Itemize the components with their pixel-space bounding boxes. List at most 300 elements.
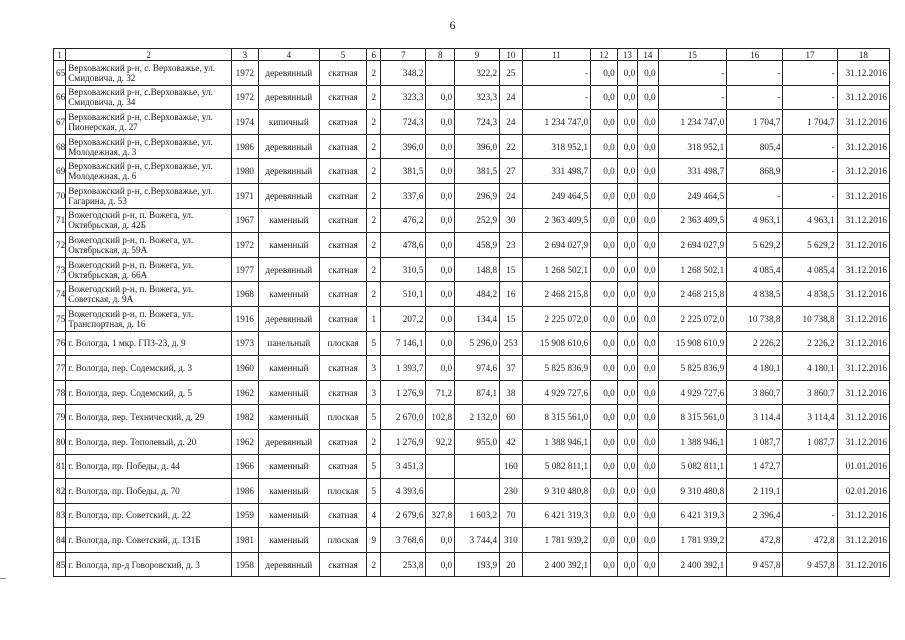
table-row <box>54 331 890 356</box>
col12-cell: 0,0 <box>591 282 618 307</box>
page-number: 6 <box>449 18 456 32</box>
row-number: 79 <box>54 405 66 430</box>
address-cell: г. Вологда, пр-д Говоровский, д. 3 <box>66 552 232 577</box>
table-row <box>54 380 890 405</box>
column-number: 6 <box>367 49 381 61</box>
col15-cell: 2 363 409,5 <box>658 208 727 233</box>
roof-type-cell: скатная <box>320 552 367 577</box>
col12-cell: 0,0 <box>591 528 618 553</box>
roof-type-cell: скатная <box>320 380 367 405</box>
col8-cell: 0,0 <box>426 233 455 258</box>
column-number: 4 <box>258 49 319 61</box>
total-cost-cell: 5 082 811,1 <box>522 454 591 479</box>
table-row <box>54 61 890 86</box>
col17-cell: 3 860,7 <box>783 380 837 405</box>
floors-cell: 2 <box>367 61 381 86</box>
date-cell: 31.12.2016 <box>837 282 889 307</box>
address-cell: Верховажский р-н, с.Верховажье, ул. Молодежная, д. 6 <box>66 159 232 184</box>
living-area-cell: 148,8 <box>455 257 500 282</box>
year-cell: 1971 <box>232 183 259 208</box>
roof-type-cell: скатная <box>320 183 367 208</box>
col12-cell: 0,0 <box>591 183 618 208</box>
row-number: 70 <box>54 183 66 208</box>
wall-material-cell: каменный <box>258 282 319 307</box>
col12-cell: 0,0 <box>591 429 618 454</box>
total-area-cell: 724,3 <box>381 110 426 135</box>
total-area-cell: 348,2 <box>381 61 426 86</box>
address-cell: Верховажский р-н, с.Верховажье, ул. Смидовича, д. 34 <box>66 85 232 110</box>
total-cost-cell: 9 310 480,8 <box>522 479 591 504</box>
date-cell: 31.12.2016 <box>837 331 889 356</box>
col16-cell: 868,9 <box>727 159 783 184</box>
table-row <box>54 257 890 282</box>
wall-material-cell: каменный <box>258 454 319 479</box>
wall-material-cell: деревянный <box>258 159 319 184</box>
col17-cell: 4 180,1 <box>783 356 837 381</box>
row-number: 66 <box>54 85 66 110</box>
residents-cell: 25 <box>500 61 523 86</box>
row-number: 82 <box>54 479 66 504</box>
col15-cell: 318 952,1 <box>658 134 727 159</box>
col14-cell: 0,0 <box>638 61 658 86</box>
date-cell: 31.12.2016 <box>837 405 889 430</box>
col17-cell: 9 457,8 <box>783 552 837 577</box>
residents-cell: 15 <box>500 257 523 282</box>
table-row <box>54 454 890 479</box>
roof-type-cell: плоская <box>320 528 367 553</box>
col17-cell: - <box>783 503 837 528</box>
col15-cell: - <box>658 85 727 110</box>
column-number: 16 <box>727 49 783 61</box>
floors-cell: 2 <box>367 429 381 454</box>
col17-cell: 4 963,1 <box>783 208 837 233</box>
address-cell: Верховажский р-н, с.Верховажье, ул. Молодежная, д. 3 <box>66 134 232 159</box>
col17-cell <box>783 479 837 504</box>
col16-cell: 3 860,7 <box>727 380 783 405</box>
year-cell: 1962 <box>232 380 259 405</box>
total-cost-cell: 2 694 027,9 <box>522 233 591 258</box>
living-area-cell: 5 296,0 <box>455 331 500 356</box>
col16-cell: 4 180,1 <box>727 356 783 381</box>
total-area-cell: 253,8 <box>381 552 426 577</box>
wall-material-cell: деревянный <box>258 429 319 454</box>
column-number: 12 <box>591 49 618 61</box>
total-cost-cell: 1 234 747,0 <box>522 110 591 135</box>
col16-cell: 472,8 <box>727 528 783 553</box>
total-area-cell: 1 276,9 <box>381 429 426 454</box>
address-cell: г. Вологда, пр. Победы, д. 44 <box>66 454 232 479</box>
year-cell: 1974 <box>232 110 259 135</box>
address-cell: Верховажский р-н, с.Верховажье, ул. Гагарина, д. 53 <box>66 183 232 208</box>
residents-cell: 23 <box>500 233 523 258</box>
residents-cell: 27 <box>500 159 523 184</box>
col13-cell: 0,0 <box>617 85 637 110</box>
wall-material-cell: каменный <box>258 208 319 233</box>
col8-cell <box>426 479 455 504</box>
col15-cell: 15 908 610,9 <box>658 331 727 356</box>
col17-cell: 1 704,7 <box>783 110 837 135</box>
column-number: 7 <box>381 49 426 61</box>
col13-cell: 0,0 <box>617 61 637 86</box>
col12-cell: 0,0 <box>591 159 618 184</box>
col14-cell: 0,0 <box>638 159 658 184</box>
col16-cell: 10 738,8 <box>727 306 783 331</box>
col13-cell: 0,0 <box>617 552 637 577</box>
col14-cell: 0,0 <box>638 380 658 405</box>
table-row <box>54 208 890 233</box>
wall-material-cell: каменный <box>258 503 319 528</box>
date-cell: 01.01.2016 <box>837 454 889 479</box>
col17-cell: - <box>783 183 837 208</box>
address-cell: Верховажский р-н, с. Верховажье, ул. Смидовича, д. 32 <box>66 61 232 86</box>
col12-cell: 0,0 <box>591 61 618 86</box>
year-cell: 1986 <box>232 134 259 159</box>
col13-cell: 0,0 <box>617 528 637 553</box>
year-cell: 1977 <box>232 257 259 282</box>
col12-cell: 0,0 <box>591 331 618 356</box>
col16-cell: 1 472,7 <box>727 454 783 479</box>
column-number: 18 <box>837 49 889 61</box>
column-number: 17 <box>783 49 837 61</box>
total-area-cell: 337,6 <box>381 183 426 208</box>
total-cost-cell: 1 781 939,2 <box>522 528 591 553</box>
floors-cell: 9 <box>367 528 381 553</box>
living-area-cell: 134,4 <box>455 306 500 331</box>
date-cell: 31.12.2016 <box>837 528 889 553</box>
address-cell: г. Вологда, пер. Технический, д. 29 <box>66 405 232 430</box>
floors-cell: 2 <box>367 552 381 577</box>
residents-cell: 24 <box>500 110 523 135</box>
residents-cell: 24 <box>500 85 523 110</box>
wall-material-cell: деревянный <box>258 85 319 110</box>
living-area-cell: 381,5 <box>455 159 500 184</box>
col14-cell: 0,0 <box>638 257 658 282</box>
col14-cell: 0,0 <box>638 429 658 454</box>
col15-cell: 5 082 811,1 <box>658 454 727 479</box>
floors-cell: 2 <box>367 85 381 110</box>
total-area-cell: 3 768,6 <box>381 528 426 553</box>
address-cell: г. Вологда, 1 мкр. ГПЗ-23, д. 9 <box>66 331 232 356</box>
row-number: 75 <box>54 306 66 331</box>
year-cell: 1962 <box>232 429 259 454</box>
col8-cell: 0,0 <box>426 552 455 577</box>
table-row <box>54 479 890 504</box>
date-cell: 31.12.2016 <box>837 380 889 405</box>
col13-cell: 0,0 <box>617 405 637 430</box>
col12-cell: 0,0 <box>591 479 618 504</box>
row-number: 69 <box>54 159 66 184</box>
col8-cell <box>426 61 455 86</box>
total-area-cell: 510,1 <box>381 282 426 307</box>
living-area-cell: 193,9 <box>455 552 500 577</box>
residents-cell: 38 <box>500 380 523 405</box>
roof-type-cell: скатная <box>320 134 367 159</box>
total-cost-cell: 1 268 502,1 <box>522 257 591 282</box>
table-row <box>54 528 890 553</box>
floors-cell: 2 <box>367 233 381 258</box>
living-area-cell <box>455 454 500 479</box>
floors-cell: 2 <box>367 134 381 159</box>
col16-cell: 4 085,4 <box>727 257 783 282</box>
col13-cell: 0,0 <box>617 282 637 307</box>
year-cell: 1972 <box>232 85 259 110</box>
date-cell: 31.12.2016 <box>837 356 889 381</box>
col16-cell: 2 119,1 <box>727 479 783 504</box>
total-area-cell: 396,0 <box>381 134 426 159</box>
col15-cell: 8 315 561,0 <box>658 405 727 430</box>
column-number-row <box>54 49 890 61</box>
col17-cell: 3 114,4 <box>783 405 837 430</box>
col16-cell: - <box>727 61 783 86</box>
col14-cell: 0,0 <box>638 405 658 430</box>
total-cost-cell: 1 388 946,1 <box>522 429 591 454</box>
column-number: 9 <box>455 49 500 61</box>
col13-cell: 0,0 <box>617 306 637 331</box>
living-area-cell: 484,2 <box>455 282 500 307</box>
roof-type-cell: плоская <box>320 479 367 504</box>
col8-cell: 0,0 <box>426 159 455 184</box>
col15-cell: 1 388 946,1 <box>658 429 727 454</box>
table-row <box>54 356 890 381</box>
date-cell: 31.12.2016 <box>837 233 889 258</box>
col16-cell: - <box>727 85 783 110</box>
wall-material-cell: каменный <box>258 479 319 504</box>
col16-cell: 2 396,4 <box>727 503 783 528</box>
row-number: 84 <box>54 528 66 553</box>
table-row <box>54 429 890 454</box>
date-cell: 31.12.2016 <box>837 134 889 159</box>
column-number: 8 <box>426 49 455 61</box>
col12-cell: 0,0 <box>591 356 618 381</box>
roof-type-cell: скатная <box>320 61 367 86</box>
col15-cell: 1 234 747,0 <box>658 110 727 135</box>
total-area-cell: 2 670,0 <box>381 405 426 430</box>
date-cell: 31.12.2016 <box>837 183 889 208</box>
residents-cell: 30 <box>500 208 523 233</box>
table-row <box>54 552 890 577</box>
residents-cell: 60 <box>500 405 523 430</box>
column-number: 15 <box>658 49 727 61</box>
col17-cell: 2 226,2 <box>783 331 837 356</box>
total-area-cell: 478,6 <box>381 233 426 258</box>
row-number: 72 <box>54 233 66 258</box>
table-row <box>54 183 890 208</box>
col13-cell: 0,0 <box>617 110 637 135</box>
col8-cell <box>426 454 455 479</box>
table-row <box>54 159 890 184</box>
row-number: 76 <box>54 331 66 356</box>
page-edge-mark <box>0 578 6 579</box>
floors-cell: 4 <box>367 503 381 528</box>
total-area-cell: 310,5 <box>381 257 426 282</box>
col17-cell: 10 738,8 <box>783 306 837 331</box>
floors-cell: 3 <box>367 380 381 405</box>
table-row <box>54 110 890 135</box>
wall-material-cell: каменный <box>258 380 319 405</box>
col16-cell: 3 114,4 <box>727 405 783 430</box>
living-area-cell: 2 132,0 <box>455 405 500 430</box>
floors-cell: 2 <box>367 183 381 208</box>
date-cell: 31.12.2016 <box>837 306 889 331</box>
wall-material-cell: каменный <box>258 528 319 553</box>
col15-cell: 9 310 480,8 <box>658 479 727 504</box>
date-cell: 31.12.2016 <box>837 61 889 86</box>
col16-cell: 4 963,1 <box>727 208 783 233</box>
col15-cell: 1 781 939,2 <box>658 528 727 553</box>
total-cost-cell: 6 421 319,3 <box>522 503 591 528</box>
col15-cell: 4 929 727,6 <box>658 380 727 405</box>
col8-cell: 71,2 <box>426 380 455 405</box>
col17-cell: 4 838,5 <box>783 282 837 307</box>
roof-type-cell: скатная <box>320 110 367 135</box>
roof-type-cell: скатная <box>320 306 367 331</box>
floors-cell: 2 <box>367 159 381 184</box>
year-cell: 1972 <box>232 61 259 86</box>
col17-cell <box>783 454 837 479</box>
col13-cell: 0,0 <box>617 208 637 233</box>
address-cell: г. Вологда, пер. Содемский, д. 5 <box>66 380 232 405</box>
col14-cell: 0,0 <box>638 183 658 208</box>
residents-cell: 20 <box>500 552 523 577</box>
row-number: 78 <box>54 380 66 405</box>
living-area-cell: 296,9 <box>455 183 500 208</box>
living-area-cell: 974,6 <box>455 356 500 381</box>
col15-cell: 331 498,7 <box>658 159 727 184</box>
col13-cell: 0,0 <box>617 134 637 159</box>
col14-cell: 0,0 <box>638 110 658 135</box>
col12-cell: 0,0 <box>591 208 618 233</box>
living-area-cell: 323,3 <box>455 85 500 110</box>
col15-cell: 6 421 319,3 <box>658 503 727 528</box>
col13-cell: 0,0 <box>617 257 637 282</box>
total-area-cell: 381,5 <box>381 159 426 184</box>
row-number: 80 <box>54 429 66 454</box>
address-cell: г. Вологда, пер. Тополевый, д. 20 <box>66 429 232 454</box>
residents-cell: 24 <box>500 183 523 208</box>
floors-cell: 1 <box>367 306 381 331</box>
col14-cell: 0,0 <box>638 85 658 110</box>
total-area-cell: 4 393,6 <box>381 479 426 504</box>
col8-cell: 0,0 <box>426 183 455 208</box>
col13-cell: 0,0 <box>617 429 637 454</box>
column-number: 3 <box>232 49 259 61</box>
residents-cell: 15 <box>500 306 523 331</box>
col14-cell: 0,0 <box>638 331 658 356</box>
date-cell: 31.12.2016 <box>837 429 889 454</box>
date-cell: 31.12.2016 <box>837 159 889 184</box>
living-area-cell: 1 603,2 <box>455 503 500 528</box>
address-cell: г. Вологда, пр. Советский, д. 131Б <box>66 528 232 553</box>
table-row <box>54 85 890 110</box>
col14-cell: 0,0 <box>638 479 658 504</box>
registry-table <box>53 48 890 577</box>
residents-cell: 16 <box>500 282 523 307</box>
col17-cell: 5 629,2 <box>783 233 837 258</box>
total-area-cell: 3 451,3 <box>381 454 426 479</box>
col12-cell: 0,0 <box>591 454 618 479</box>
col17-cell: - <box>783 61 837 86</box>
col12-cell: 0,0 <box>591 110 618 135</box>
floors-cell: 2 <box>367 282 381 307</box>
year-cell: 1972 <box>232 233 259 258</box>
year-cell: 1973 <box>232 331 259 356</box>
total-area-cell: 207,2 <box>381 306 426 331</box>
living-area-cell: 955,0 <box>455 429 500 454</box>
col8-cell: 0,0 <box>426 282 455 307</box>
address-cell: г. Вологда, пр. Победы, д. 70 <box>66 479 232 504</box>
col8-cell: 0,0 <box>426 208 455 233</box>
address-cell: Вожегодский р-н, п. Вожега, ул. Октябрьская, д. 42Б <box>66 208 232 233</box>
col13-cell: 0,0 <box>617 233 637 258</box>
col17-cell: - <box>783 85 837 110</box>
col8-cell: 0,0 <box>426 257 455 282</box>
living-area-cell: 874,1 <box>455 380 500 405</box>
roof-type-cell: плоская <box>320 331 367 356</box>
year-cell: 1980 <box>232 159 259 184</box>
wall-material-cell: деревянный <box>258 61 319 86</box>
total-cost-cell: 2 400 392,1 <box>522 552 591 577</box>
col17-cell: 472,8 <box>783 528 837 553</box>
wall-material-cell: каменный <box>258 356 319 381</box>
col15-cell: 2 468 215,8 <box>658 282 727 307</box>
col13-cell: 0,0 <box>617 479 637 504</box>
col14-cell: 0,0 <box>638 454 658 479</box>
col16-cell: 4 838,5 <box>727 282 783 307</box>
address-cell: Вожегодский р-н, п. Вожега, ул. Октябрьская, д. 59А <box>66 233 232 258</box>
col8-cell: 0,0 <box>426 356 455 381</box>
total-cost-cell: 15 908 610,6 <box>522 331 591 356</box>
row-number: 81 <box>54 454 66 479</box>
address-cell: Верховажский р-н, с.Верховажье, ул. Пионерская, д. 27 <box>66 110 232 135</box>
living-area-cell: 3 744,4 <box>455 528 500 553</box>
col14-cell: 0,0 <box>638 503 658 528</box>
floors-cell: 5 <box>367 405 381 430</box>
roof-type-cell: скатная <box>320 159 367 184</box>
total-area-cell: 476,2 <box>381 208 426 233</box>
col12-cell: 0,0 <box>591 405 618 430</box>
col15-cell: 249 464,5 <box>658 183 727 208</box>
total-cost-cell: - <box>522 61 591 86</box>
col12-cell: 0,0 <box>591 134 618 159</box>
table-row <box>54 306 890 331</box>
total-area-cell: 323,3 <box>381 85 426 110</box>
year-cell: 1959 <box>232 503 259 528</box>
total-cost-cell: 318 952,1 <box>522 134 591 159</box>
year-cell: 1966 <box>232 454 259 479</box>
col13-cell: 0,0 <box>617 356 637 381</box>
column-number: 13 <box>617 49 637 61</box>
wall-material-cell: деревянный <box>258 183 319 208</box>
year-cell: 1967 <box>232 208 259 233</box>
wall-material-cell: деревянный <box>258 257 319 282</box>
total-cost-cell: 5 825 836,9 <box>522 356 591 381</box>
col14-cell: 0,0 <box>638 528 658 553</box>
living-area-cell: 458,9 <box>455 233 500 258</box>
col14-cell: 0,0 <box>638 208 658 233</box>
col14-cell: 0,0 <box>638 233 658 258</box>
total-area-cell: 2 679,6 <box>381 503 426 528</box>
date-cell: 31.12.2016 <box>837 208 889 233</box>
roof-type-cell: скатная <box>320 85 367 110</box>
col12-cell: 0,0 <box>591 503 618 528</box>
col12-cell: 0,0 <box>591 233 618 258</box>
total-cost-cell: 2 363 409,5 <box>522 208 591 233</box>
total-area-cell: 7 146,1 <box>381 331 426 356</box>
row-number: 73 <box>54 257 66 282</box>
col8-cell: 327,8 <box>426 503 455 528</box>
col14-cell: 0,0 <box>638 134 658 159</box>
col16-cell: - <box>727 183 783 208</box>
